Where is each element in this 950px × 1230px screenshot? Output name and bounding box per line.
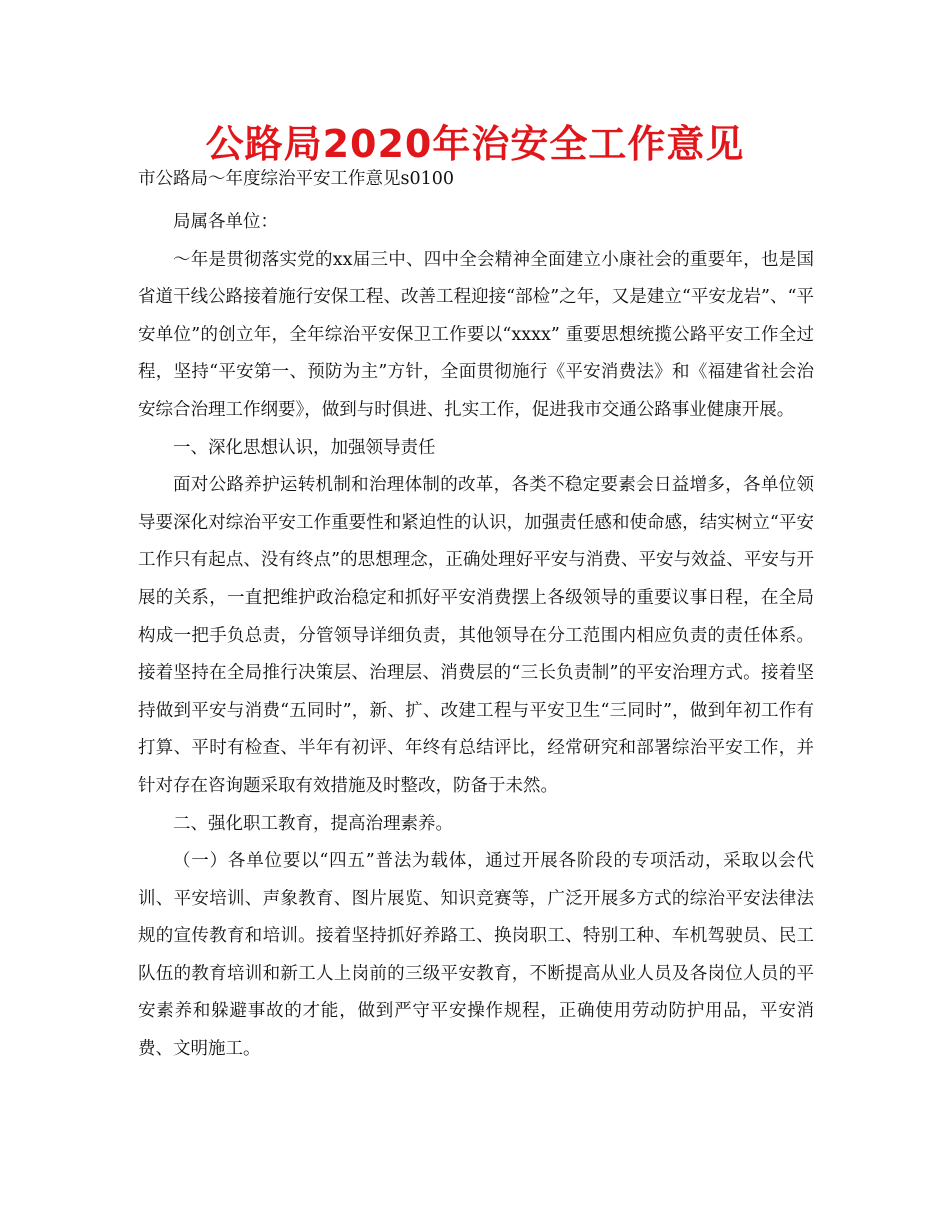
document-subtitle: 市公路局～年度综治平安工作意见s0100 (138, 169, 455, 189)
document-title: 公路局2020年治安全工作意见 (205, 122, 745, 166)
intro-paragraph: ～年是贯彻落实党的xx届三中、四中全会精神全面建立小康社会的重要年，也是国省道干线公路接着施行安保工程、改善工程迎接“部检”之年，又是建立“平安龙岩”、“平安单位”的创立年，全年综治平安保卫工作要以“xxxx” 重要思想统揽公路平安工作全过程，坚持“平安第一、预防为主”方针，全面贯彻施行《平安消费法》和《福建省社会治安综合治理工作纲要》，做到与时俱进、扎实工作，促进我市交通公路事业健康开展。 (138, 249, 814, 420)
section-1-paragraph: 面对公路养护运转机制和治理体制的改革，各类不稳定要素会日益增多，各单位领导要深化对综治平安工作重要性和紧迫性的认识，加强责任感和使命感，结实树立“平安工作只有起点、没有终点”的思想理念，正确处理好平安与消费、平安与效益、平安与开展的关系，一直把维护政治稳定和抓好平安消费摆上各级领导的重要议事日程，在全局构成一把手负总责，分管领导详细负责，其他领导在分工范围内相应负责的责任体系。接着坚持在全局推行决策层、治理层、消费层的“三长负责制”的平安治理方式。接着坚持做到平安与消费“五同时”，新、扩、改建工程与平安卫生“三同时”，做到年初工作有打算、平时有检查、半年有初评、年终有总结评比，经常研究和部署综治平安工作，并针对存在咨询题采取有效措施及时整改，防备于未然。 (138, 475, 814, 796)
document-body (138, 166, 814, 1069)
section-heading-1: 一、深化思想认识，加强领导责任 (173, 437, 436, 458)
section-2-paragraph-1: （一）各单位要以“四五”普法为载体，通过开展各阶段的专项活动，采取以会代训、平安培训、声象教育、图片展览、知识竞赛等，广泛开展多方式的综治平安法律法规的宣传教育和培训。接着坚持抓好养路工、换岗职工、特别工种、车机驾驶员、民工队伍的教育培训和新工人上岗前的三级平安教育，不断提高从业人员及各岗位人员的平安素养和躲避事故的才能，做到严守平安操作规程，正确使用劳动防护用品，平安消费、文明施工。 (138, 851, 814, 1060)
salutation: 局属各单位： (173, 212, 278, 232)
section-heading-2: 二、强化职工教育，提高治理素养。 (173, 813, 453, 834)
